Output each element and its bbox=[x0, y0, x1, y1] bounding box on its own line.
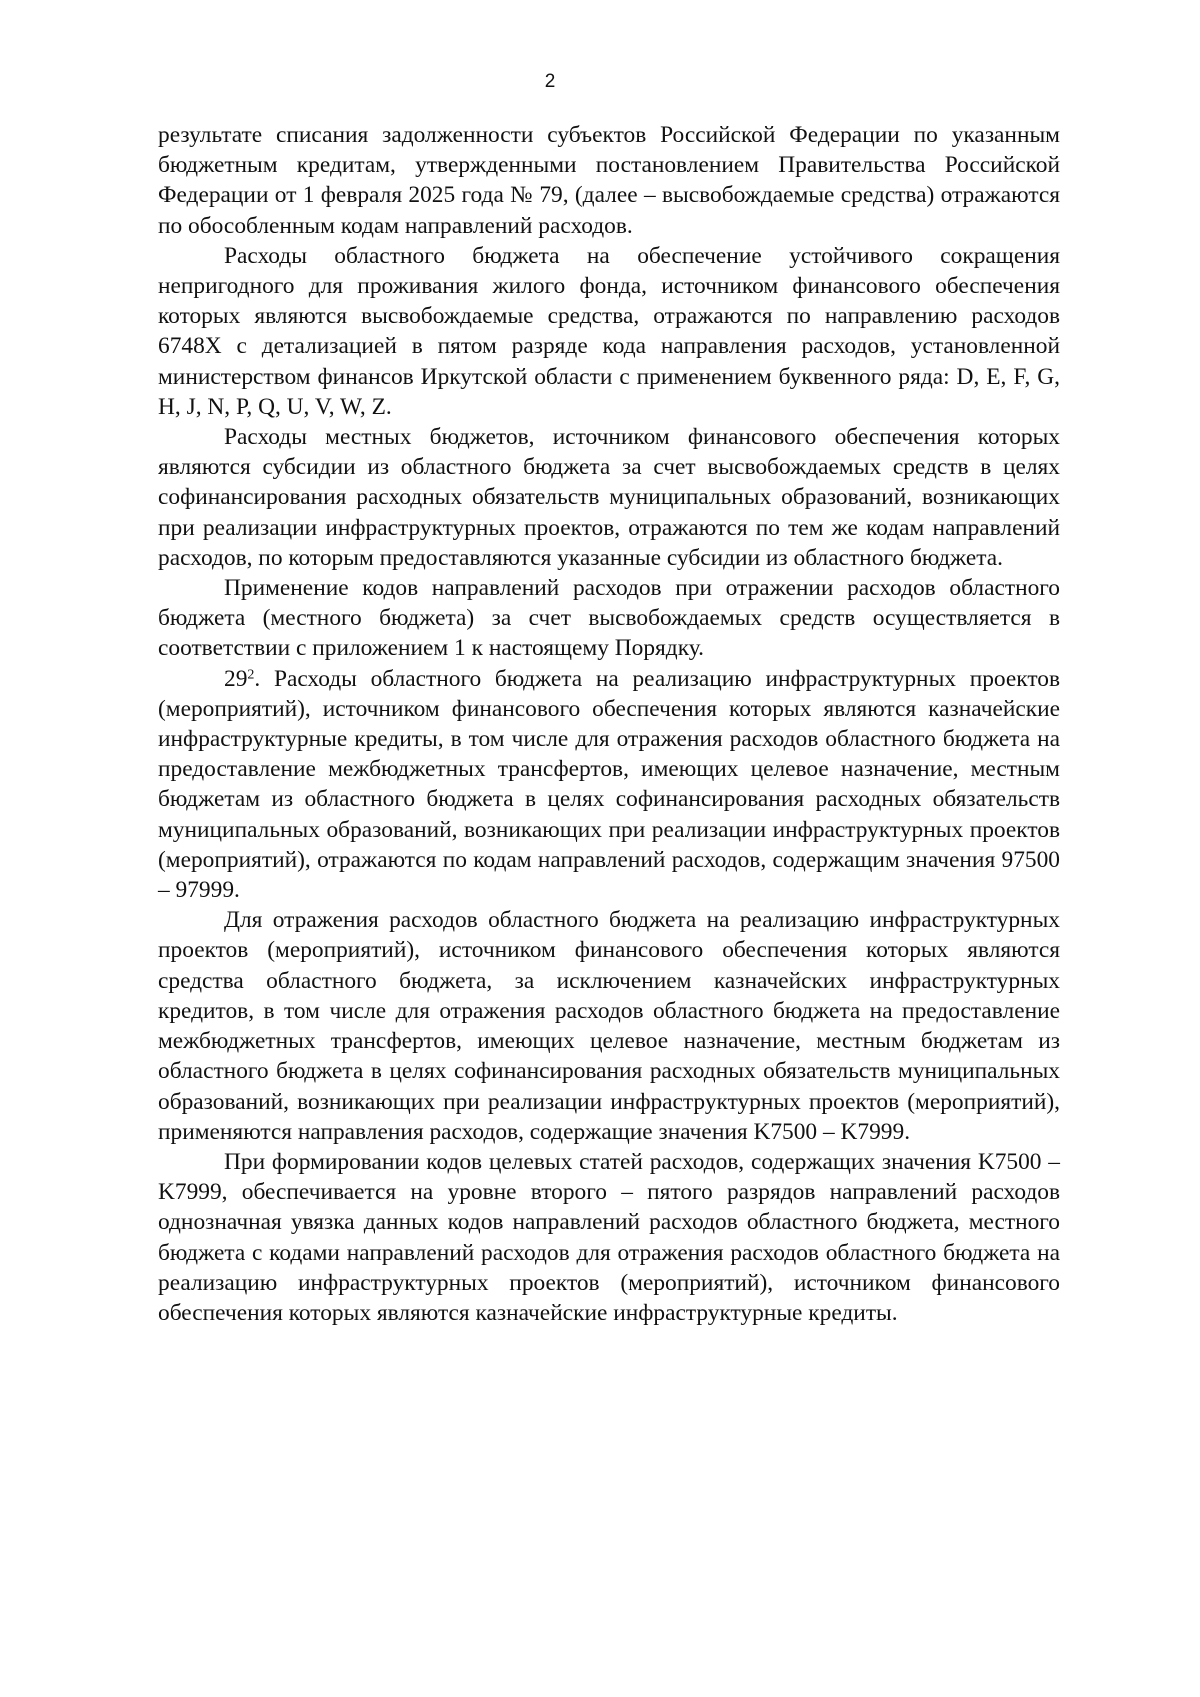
clause-text: . Расходы областного бюджета на реализацию инфраструктурных проектов (мероприятий), источником финансового обеспечения которых являются казначейские инфраструктурные кредиты, в том числе для отражения расходов областного бюджета на предоставление межбюджетных трансфертов, имеющих целевое назначение, местным бюджетам из областного бюджета в целях софинансирования расходных обязательств муниципальных образований, возникающих при реализации инфраструктурных проектов (мероприятий), отражаются по кодам направлений расходов, содержащим значения 97500 – 97999. bbox=[158, 665, 1060, 904]
clause-number: 29 bbox=[224, 665, 248, 692]
paragraph-codes-application: Применение кодов направлений расходов при отражении расходов областного бюджета (местного бюджета) за счет высвобождаемых средств осуществляется в соответствии с приложением 1 к настоящему Порядку. bbox=[158, 575, 1060, 662]
paragraph-housing-fund: Расходы областного бюджета на обеспечение устойчивого сокращения непригодного для проживания жилого фонда, источником финансового обеспечения которых являются высвобождаемые средства, отражаются по направлению расходов 6748X с детализацией в пятом разряде кода направления расходов, установленной министерством финансов Иркутской области с применением буквенного ряда: D, E, F, G, H, J, N, P, Q, U, V, W, Z. bbox=[158, 242, 1060, 420]
page-number: 2 bbox=[544, 71, 556, 92]
paragraph-infrastructure-projects: Для отражения расходов областного бюджета на реализацию инфраструктурных проектов (мероприятий), источником финансового обеспечения которых являются средства областного бюджета, за исключением казначейских инфраструктурных кредитов, в том числе для отражения расходов областного бюджета на предоставление межбюджетных трансфертов, имеющих целевое назначение, местным бюджетам из областного бюджета в целях софинансирования расходных обязательств муниципальных образований, возникающих при реализации инфраструктурных проектов (мероприятий), применяются направления расходов, содержащие значения K7500 – K7999. bbox=[158, 907, 1060, 1145]
paragraph-clause-29-2 bbox=[158, 664, 1060, 906]
paragraph-target-articles: При формировании кодов целевых статей расходов, содержащих значения K7500 – K7999, обеспечивается на уровне второго – пятого разрядов направлений расходов однозначная увязка данных кодов направлений расходов областного бюджета, местного бюджета с кодами направлений расходов для отражения расходов областного бюджета на реализацию инфраструктурных проектов (мероприятий), источником финансового обеспечения которых являются казначейские инфраструктурные кредиты. bbox=[158, 1148, 1060, 1326]
document-body bbox=[158, 120, 1060, 1328]
paragraph-local-budgets: Расходы местных бюджетов, источником финансового обеспечения которых являются субсидии из областного бюджета за счет высвобождаемых средств в целях софинансирования расходных обязательств муниципальных образований, возникающих при реализации инфраструктурных проектов, отражаются по тем же кодам направлений расходов, по которым предоставляются указанные субсидии из областного бюджета. bbox=[158, 424, 1060, 571]
clause-number-superscript: 2 bbox=[247, 666, 255, 682]
paragraph-continuation: результате списания задолженности субъектов Российской Федерации по указанным бюджетным кредитам, утвержденными постановлением Правительства Российской Федерации от 1 февраля 2025 года № 79, (далее – высвобождаемые средства) отражаются по обособленным кодам направлений расходов. bbox=[158, 122, 1060, 239]
